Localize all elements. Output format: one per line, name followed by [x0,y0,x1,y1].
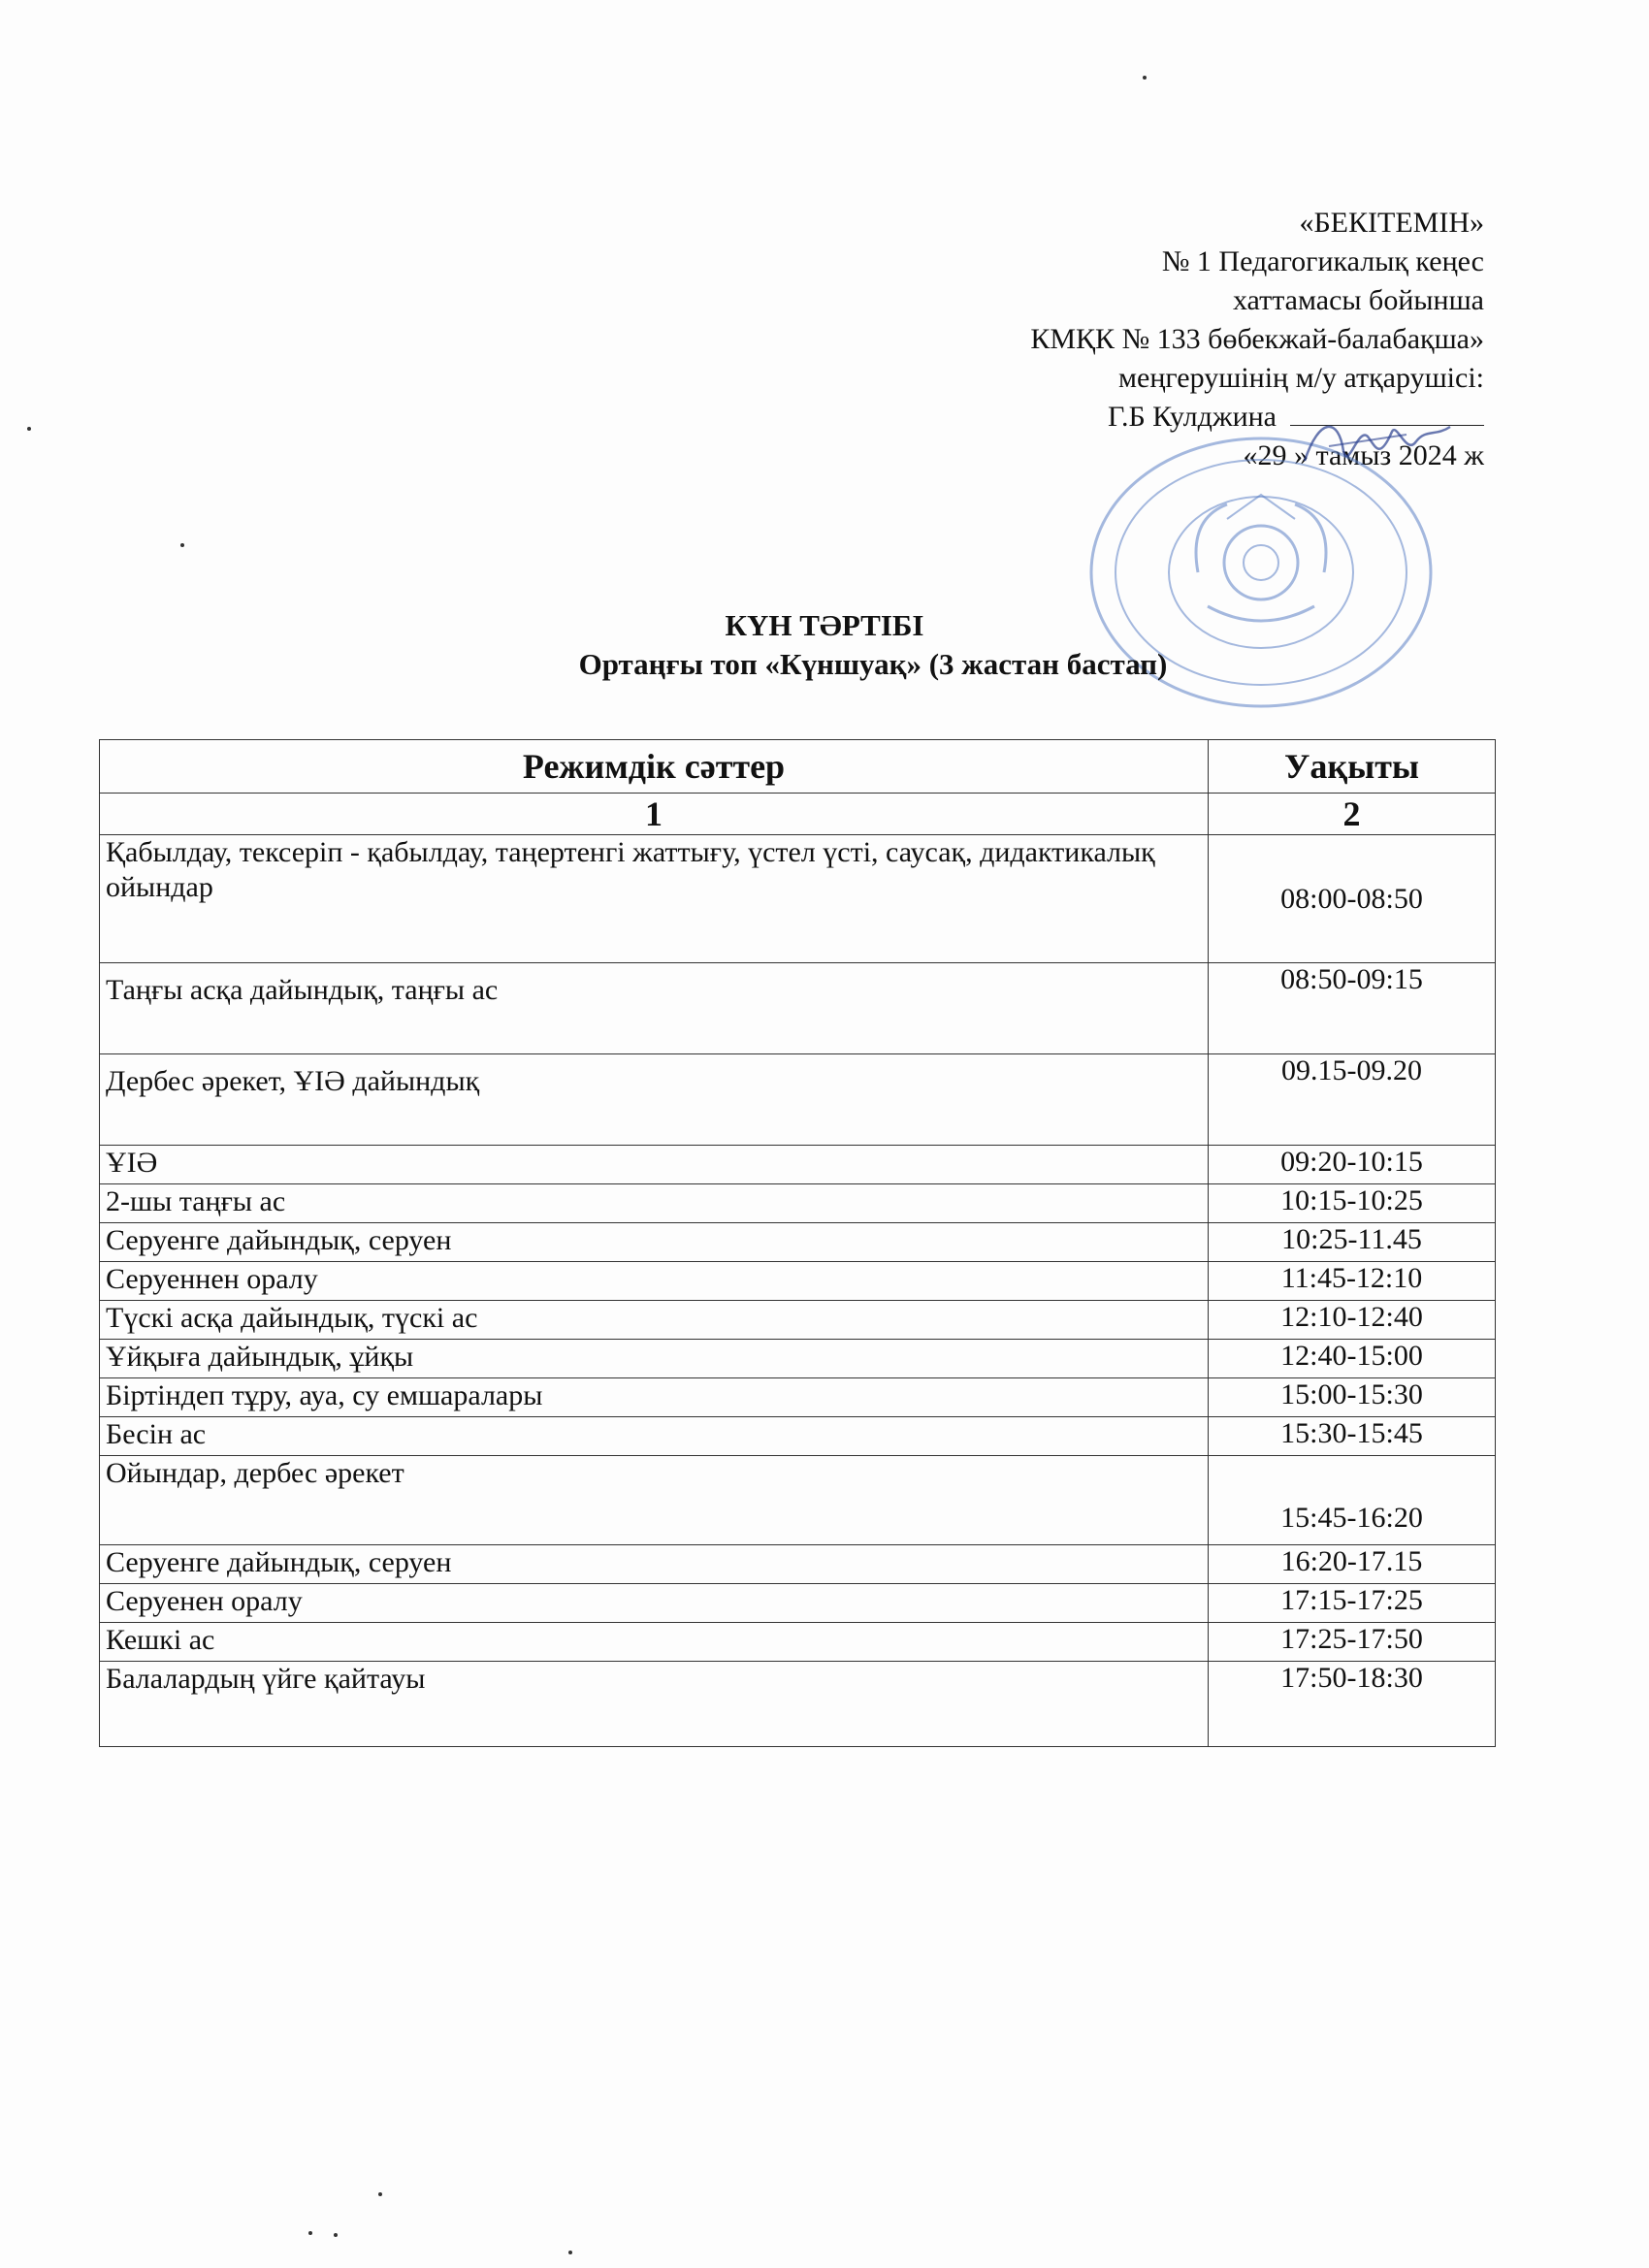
approval-line: КМҚК № 133 бөбекжай-балабақша» [1030,323,1484,355]
time-cell: 17:50-18:30 [1209,1662,1496,1747]
table-row [100,1184,1496,1223]
time-cell: 12:10-12:40 [1209,1301,1496,1340]
table-row [100,1146,1496,1184]
activity-cell: Бесін ас [100,1417,1209,1456]
activity-cell: 2-шы таңғы ас [100,1184,1209,1223]
activity-cell: Дербес әрекет, ҰІӘ дайындық [100,1054,1209,1146]
page-title: КҮН ТӘРТІБІ [725,608,924,642]
activity-cell: Кешкі ас [100,1623,1209,1662]
approval-line: хаттамасы бойынша [1232,284,1484,316]
scan-speck [27,427,31,431]
table-row [100,1545,1496,1584]
table-row [100,1662,1496,1747]
time-cell: 15:45-16:20 [1209,1456,1496,1545]
signatory-name: Г.Б Кулджина [1107,401,1277,433]
activity-cell: Балалардың үйге қайтауы [100,1662,1209,1747]
scan-speck [180,543,184,547]
title-block [0,606,1649,684]
approval-line: № 1 Педагогикалық кеңес [1161,245,1484,277]
time-cell: 10:25-11.45 [1209,1223,1496,1262]
table-row [100,963,1496,1054]
header-activity: Режимдік сәттер [100,740,1209,794]
scan-speck [308,2231,312,2235]
scan-speck [568,2251,572,2254]
time-cell: 12:40-15:00 [1209,1340,1496,1378]
signature-icon [1300,407,1455,475]
column-number: 1 [100,794,1209,835]
table-row [100,1262,1496,1301]
time-cell: 10:15-10:25 [1209,1184,1496,1223]
time-cell: 16:20-17.15 [1209,1545,1496,1584]
time-cell: 08:00-08:50 [1209,835,1496,963]
table-row [100,1378,1496,1417]
table-row [100,835,1496,963]
table-row [100,1054,1496,1146]
activity-cell: Ұйқыға дайындық, ұйқы [100,1340,1209,1378]
activity-cell: Серуеннен оралу [100,1262,1209,1301]
approval-line: меңгерушінің м/у атқарушісі: [1118,362,1484,394]
time-cell: 08:50-09:15 [1209,963,1496,1054]
table-row [100,1340,1496,1378]
approval-date: «29 » тамыз 2024 ж [1243,439,1484,471]
approval-line: «БЕКІТЕМІН» [1299,207,1484,239]
activity-cell: Біртіндеп тұру, ауа, су емшаралары [100,1378,1209,1417]
activity-cell: Қабылдау, тексеріп - қабылдау, таңертенгі жаттығу, үстел үсті, саусақ, дидактикалық ойындар [100,835,1209,963]
table-row [100,1301,1496,1340]
table-row [100,1584,1496,1623]
table-row [100,1223,1496,1262]
time-cell: 15:30-15:45 [1209,1417,1496,1456]
table-row [100,1417,1496,1456]
scan-speck [1143,76,1147,80]
scan-speck [334,2233,338,2237]
activity-cell: Серуенге дайындық, серуен [100,1223,1209,1262]
time-cell: 11:45-12:10 [1209,1262,1496,1301]
time-cell: 09.15-09.20 [1209,1054,1496,1146]
table-row [100,1623,1496,1662]
activity-cell: Ойындар, дербес әрекет [100,1456,1209,1545]
activity-cell: ҰІӘ [100,1146,1209,1184]
activity-cell: Таңғы асқа дайындық, таңғы ас [100,963,1209,1054]
activity-cell: Түскі асқа дайындық, түскі ас [100,1301,1209,1340]
header-time: Уақыты [1209,740,1496,794]
activity-cell: Серуенге дайындық, серуен [100,1545,1209,1584]
scan-speck [378,2192,382,2196]
column-number-row [100,794,1496,835]
time-cell: 17:15-17:25 [1209,1584,1496,1623]
table-row [100,1456,1496,1545]
table-header-row [100,740,1496,794]
page-subtitle: Ортаңғы топ «Күншуақ» (3 жастан бастап) [578,647,1168,681]
time-cell: 17:25-17:50 [1209,1623,1496,1662]
time-cell: 09:20-10:15 [1209,1146,1496,1184]
schedule-table [99,739,1496,1747]
time-cell: 15:00-15:30 [1209,1378,1496,1417]
column-number: 2 [1209,794,1496,835]
activity-cell: Серуенен оралу [100,1584,1209,1623]
